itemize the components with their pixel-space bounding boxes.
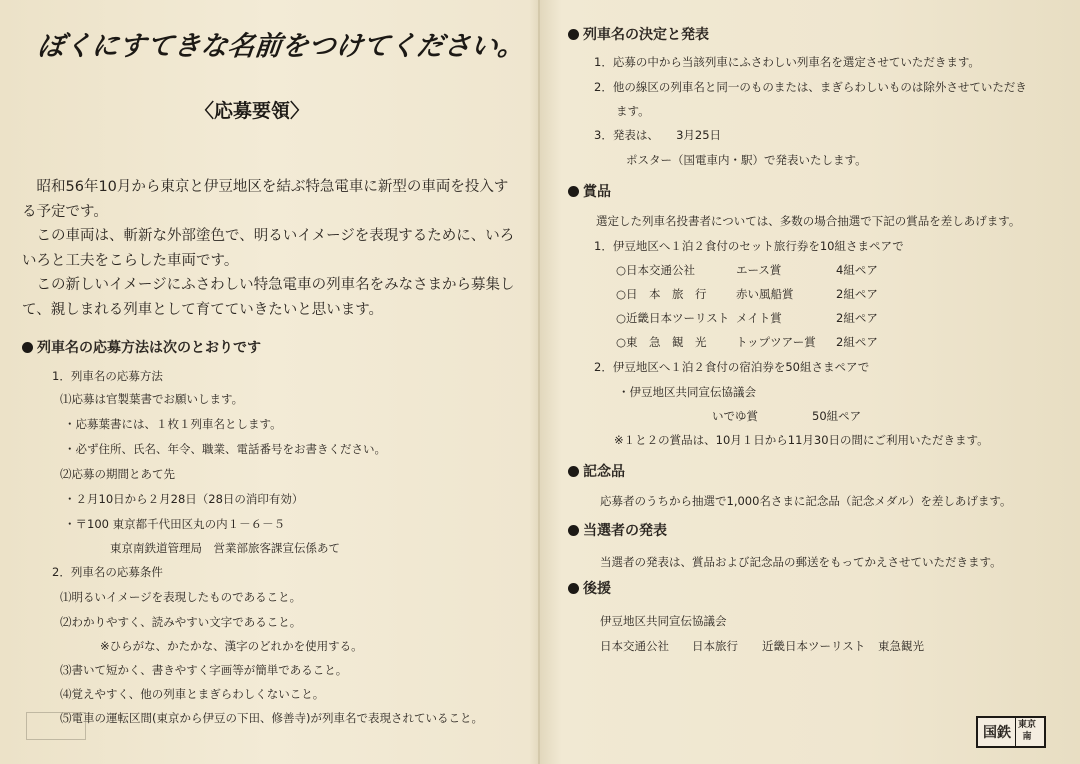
intro-text <box>22 175 522 322</box>
prize-qty: 50組ペア <box>812 409 862 423</box>
method-sub-1: ⑴応募は官製葉書でお願いします。 <box>60 392 244 406</box>
condition-note: ※ひらがな、かたかな、漢字のどれかを使用する。 <box>100 639 363 653</box>
memorial-text: 応募者のうちから抽選で1,000名さまに記念品（記念メダル）を差しあげます。 <box>600 494 1012 508</box>
condition-item: ⑶書いて短かく、書きやすく字画等が簡単であること。 <box>60 663 348 677</box>
prize-award: トップツアー賞 <box>736 335 816 349</box>
prize-note: ※１と２の賞品は、10月１日から11月30日の間にご利用いただきます。 <box>614 433 989 447</box>
logo-side-line: 東京 <box>1018 720 1037 730</box>
bullet-dot-icon <box>568 29 579 40</box>
prize-award: いでゆ賞 <box>712 409 758 423</box>
logo-side-line: 南 <box>1022 732 1032 742</box>
section-heading-memorial: 記念品 <box>568 461 625 481</box>
support-org: 日本交通公社 <box>600 639 669 653</box>
left-page <box>0 0 538 764</box>
section-heading-decision: 列車名の決定と発表 <box>568 24 709 44</box>
mailing-address: 東京南鉄道管理局 営業部旅客課宣伝係あて <box>110 541 340 555</box>
support-org: 日本旅行 <box>692 639 738 653</box>
prize-company: ○東 急 観 光 <box>616 335 707 349</box>
prize-award: エース賞 <box>736 263 782 277</box>
method-bullet: ・必ず住所、氏名、年令、職業、電話番号をお書きください。 <box>64 442 386 456</box>
method-item-1: 1．列車名の応募方法 <box>52 369 163 383</box>
decision-line: 2．他の線区の列車名と同一のものまたは、まぎらわしいものは除外させていただき <box>594 80 1027 94</box>
method-item-2: 2．列車名の応募条件 <box>52 565 163 579</box>
page-subtitle: 〈応募要領〉 <box>195 100 310 122</box>
right-page <box>540 0 1080 764</box>
decision-line: ます。 <box>616 104 650 118</box>
support-org: 近畿日本ツーリスト <box>762 639 866 653</box>
page-title: ぼくにすてきな名前をつけてください。 <box>36 31 527 62</box>
prizes-intro: 選定した列車名投書者については、多数の場合抽選で下記の賞品を差しあげます。 <box>596 214 1021 228</box>
bullet-dot-icon <box>22 342 33 353</box>
condition-item: ⑵わかりやすく、読みやすい文字であること。 <box>60 615 302 629</box>
section-heading-winners: 当選者の発表 <box>568 520 667 540</box>
intro-paragraph: この車両は、斬新な外部塗色で、明るいイメージを表現するために、いろいろと工夫をこらした車両です。 <box>22 228 515 269</box>
support-org: 東急観光 <box>878 639 924 653</box>
prize-company: ○日 本 旅 行 <box>616 287 707 301</box>
winners-text: 当選者の発表は、賞品および記念品の郵送をもってかえさせていただきます。 <box>600 555 1002 569</box>
logo-main-text: 国鉄 <box>978 718 1016 746</box>
intro-paragraph: 昭和56年10月から東京と伊豆地区を結ぶ特急電車に新型の車両を投入する予定です。 <box>22 179 509 220</box>
condition-item: ⑷覚えやすく、他の列車とまぎらわしくないこと。 <box>60 687 325 701</box>
section-heading-prizes: 賞品 <box>568 181 611 201</box>
faint-stamp <box>26 712 86 740</box>
support-org: 伊豆地区共同宣伝協議会 <box>600 614 727 628</box>
section-heading-method: 列車名の応募方法は次のとおりです <box>22 337 261 357</box>
decision-line: 3．発表は、 3月25日 <box>594 128 722 142</box>
method-bullet: ・〒100 東京都千代田区丸の内１－６－５ <box>64 517 286 531</box>
condition-item: ⑴明るいイメージを表現したものであること。 <box>60 590 302 604</box>
method-sub-2: ⑵応募の期間とあて先 <box>60 467 175 481</box>
prize-qty: 4組ペア <box>836 263 878 277</box>
prize-item-1: 1．伊豆地区へ１泊２食付のセット旅行券を10組さまペアで <box>594 239 904 253</box>
prize-org: ・伊豆地区共同宣伝協議会 <box>618 385 756 399</box>
intro-paragraph: この新しいイメージにふさわしい特急電車の列車名をみなさまから募集して、親しまれる列車として育てていきたいと思います。 <box>22 277 515 318</box>
bullet-dot-icon <box>568 525 579 536</box>
bullet-dot-icon <box>568 186 579 197</box>
jnr-logo <box>976 716 1046 748</box>
prize-item-2: 2．伊豆地区へ１泊２食付の宿泊券を50組さまペアで <box>594 360 870 374</box>
bullet-dot-icon <box>568 583 579 594</box>
prize-company: ○日本交通公社 <box>616 263 696 277</box>
logo-side-text <box>1016 718 1038 746</box>
prize-award: 赤い風船賞 <box>736 287 794 301</box>
prize-qty: 2組ペア <box>836 287 878 301</box>
decision-line: 1．応募の中から当該列車にふさわしい列車名を選定させていただきます。 <box>594 55 980 69</box>
section-heading-support: 後援 <box>568 578 611 598</box>
prize-company: ○近畿日本ツーリスト <box>616 311 730 325</box>
prize-qty: 2組ペア <box>836 311 878 325</box>
prize-award: メイト賞 <box>736 311 782 325</box>
method-bullet: ・２月10日から２月28日（28日の消印有効） <box>64 492 304 506</box>
method-bullet: ・応募葉書には、１枚１列車名とします。 <box>64 417 282 431</box>
decision-line: ポスター（国電車内・駅）で発表いたします。 <box>626 153 867 167</box>
prize-qty: 2組ペア <box>836 335 878 349</box>
bullet-dot-icon <box>568 466 579 477</box>
condition-item: ⑸電車の運転区間(東京から伊豆の下田、修善寺)が列車名で表現されていること。 <box>60 711 483 725</box>
